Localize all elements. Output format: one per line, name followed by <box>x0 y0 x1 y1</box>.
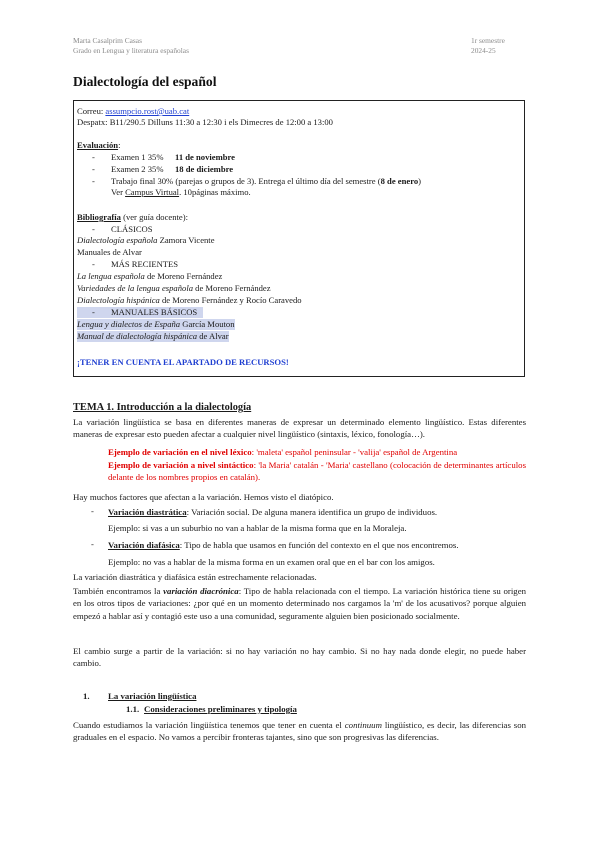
header-author: Marta Casalprim Casas <box>73 36 142 45</box>
bullet-dash: - <box>92 152 95 162</box>
change-paragraph: El cambio surge a partir de la variación: si no hay variación no hay cambio. Si no hay nada donde elegir, no puede haber cambio. <box>73 646 526 669</box>
exam1-item: Examen 1 35% <box>111 152 164 162</box>
bullet-dash: - <box>92 176 95 186</box>
header-year: 2024-25 <box>471 46 496 55</box>
factors-paragraph: Hay muchos factores que afectan a la variación. Hemos visto el diatópico. <box>73 492 334 502</box>
header-term: 1r semestre <box>471 36 505 45</box>
continuum-paragraph: Cuando estudiamos la variación lingüística tenemos que tener en cuenta el continuum lingüístico, es decir, las diferencias son graduales en el espacio. No vamos a percibir fronteras tajantes, sino que son progresivas las diferencias. <box>73 720 526 743</box>
biblio-item: Dialectología española Zamora Vicente <box>77 235 215 245</box>
subsubsection-number: 1.1. <box>126 704 140 714</box>
biblio-item: Manual de dialectología hispánica de Alvar <box>77 331 229 341</box>
biblio-item: La lengua española de Moreno Fernández <box>77 271 223 281</box>
example-lexico: Ejemplo de variación en el nivel léxico: 'maleta' español peninsular - 'valija' español de Argentina <box>108 447 458 457</box>
exam2-date: 18 de diciembre <box>175 164 234 174</box>
resources-warning: ¡TENER EN CUENTA EL APARTADO DE RECURSOS! <box>77 357 289 367</box>
bullet-dash: - <box>91 539 94 549</box>
relation-paragraph: La variación diastrática y diafásica están estrechamente relacionadas. <box>73 572 317 582</box>
biblio-item: Dialectología hispánica de Moreno Fernández y Rocío Caravedo <box>77 295 302 305</box>
email-line: Correu: assumpcio.rost@uab.cat <box>77 106 190 116</box>
section-title: TEMA 1. Introducción a la dialectología <box>73 402 252 413</box>
biblio-item: Manuales de Alvar <box>77 247 142 257</box>
recientes-label: MÁS RECIENTES <box>111 259 179 269</box>
campus-virtual-link[interactable]: Campus Virtual <box>125 187 180 197</box>
diastratica-example: Ejemplo: si vas a un suburbio no van a hablar de la misma forma que en la Moraleja. <box>108 523 407 533</box>
biblio-item: Variedades de la lengua española de Moreno Fernández <box>77 283 271 293</box>
subsubsection-title: Consideraciones preliminares y tipología <box>144 704 297 714</box>
bullet-dash: - <box>92 224 95 234</box>
office-hours: Despatx: B11/290.5 Dilluns 11:30 a 12:30 i els Dimecres de 12:00 a 13:00 <box>77 117 333 127</box>
subsection-number: 1. <box>83 691 90 701</box>
page-title: Dialectología del español <box>73 74 217 89</box>
header-degree: Grado en Lengua y literatura españolas <box>73 46 189 55</box>
clasicos-label: CLÁSICOS <box>111 224 153 234</box>
bullet-dash: - <box>92 164 95 174</box>
email-link[interactable]: assumpcio.rost@uab.cat <box>105 106 190 116</box>
bullet-dash: - <box>92 259 95 269</box>
intro-paragraph: La variación lingüística se basa en diferentes maneras de expresar un determinado elemento lingüístico. Estas diferentes maneras de expresar esto pueden afectar a cualquier nivel lingüístico (sintaxis, léxico, fonología…). <box>73 417 526 440</box>
evaluation-heading: Evaluación: <box>77 140 121 150</box>
exam1-date: 11 de noviembre <box>175 152 235 162</box>
diafasica-item: Variación diafásica: Tipo de habla que usamos en función del contexto en el que nos encontremos. <box>108 540 459 550</box>
biblio-item: Lengua y dialectos de España García Mouton <box>77 319 235 329</box>
example-sintactico: Ejemplo de variación a nivel sintáctico: 'la Maria' catalán - 'Maria' castellano (colocación de determinantes artículos delante de los nombres propios en catalán). <box>108 460 526 483</box>
diacronica-paragraph: También encontramos la variación diacrónica: Tipo de habla relacionada con el tiempo. La variación histórica tiene su origen en los otros tipos de variaciones: ¿por qué en un momento determinado nos cargamos la 'm' de los acusativos? porque alguien empezó a hablar así y contagió este uso a una comunidad, seguramente alguien bien posicionado socialmente. <box>73 586 527 621</box>
diafasica-example: Ejemplo: no vas a hablar de la misma forma en un examen oral que en el bar con los amigos. <box>108 557 435 567</box>
diastratica-item: Variación diastrática: Variación social. De alguna manera identifica un grupo de individuos. <box>108 507 438 517</box>
basicos-label: - MANUALES BÁSICOS <box>77 307 203 318</box>
bibliography-heading: Bibliografía (ver guía docente): <box>77 212 188 222</box>
info-box <box>73 100 525 377</box>
final-work-item: Trabajo final 30% (parejas o grupos de 3). Entrega el último día del semestre (8 de enero) <box>111 176 422 186</box>
campus-line: Ver Campus Virtual. 10páginas máximo. <box>111 187 251 197</box>
bullet-dash: - <box>91 506 94 516</box>
subsection-title: La variación lingüística <box>108 691 197 701</box>
exam2-item: Examen 2 35% <box>111 164 164 174</box>
